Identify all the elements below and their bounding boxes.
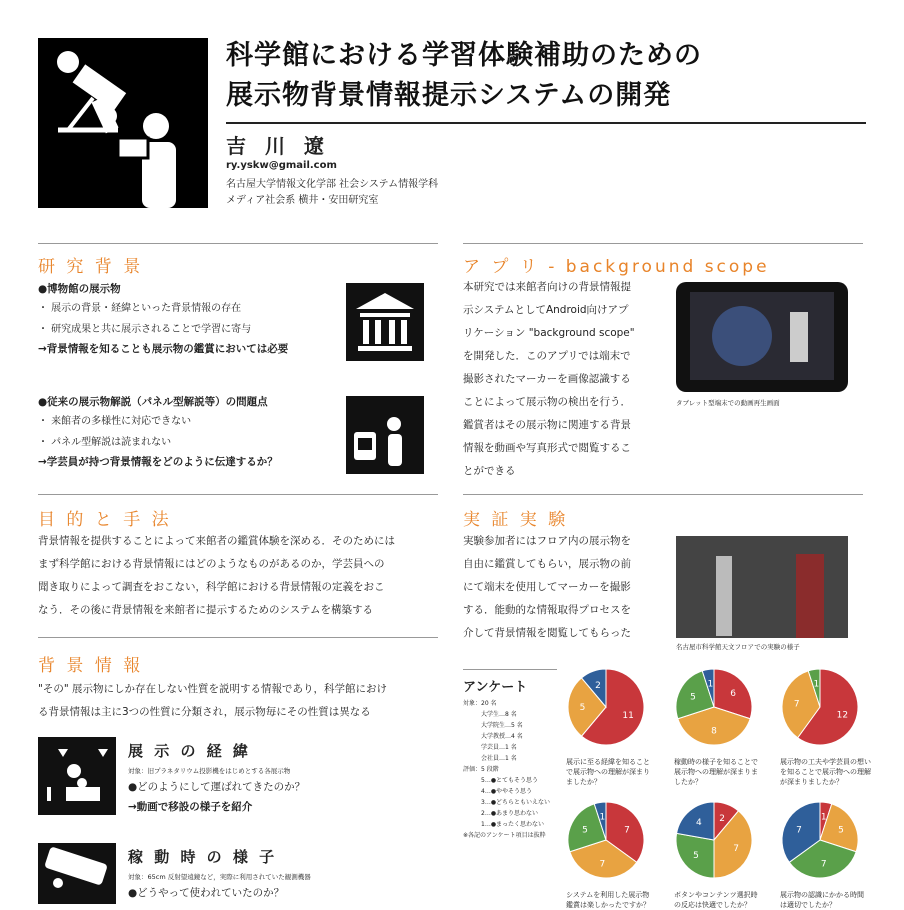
survey-line: 大学教授…4 名 bbox=[463, 733, 523, 740]
bullet-item: ・ 研究成果と共に展示されることで学習に寄与 bbox=[38, 324, 252, 335]
pie-value-label: 7 bbox=[733, 844, 740, 855]
pie-question bbox=[674, 757, 770, 787]
app-text bbox=[463, 276, 663, 483]
tablet-photo bbox=[676, 282, 848, 392]
card-title: 展 示 の 経 緯 bbox=[128, 742, 251, 760]
pie-question bbox=[780, 757, 876, 787]
bullet-item: ・ 展示の背景・経緯といった背景情報の存在 bbox=[38, 303, 242, 314]
card-question: ●どのようにして運ばれてきたのか？ bbox=[128, 781, 306, 793]
survey-line: 会社員…1 名 bbox=[463, 755, 517, 762]
app-line: 示システムとしてAndroid向けアプ bbox=[463, 304, 629, 316]
experiment-photo bbox=[676, 536, 848, 638]
pie-chart bbox=[674, 800, 770, 910]
bullet-heading: ●博物館の展示物 bbox=[38, 283, 121, 295]
section-title-experiment: 実 証 実 験 bbox=[463, 510, 569, 530]
app-line: リケーション "background scope" bbox=[463, 327, 635, 339]
section-divider bbox=[38, 494, 438, 495]
bullet-list bbox=[38, 411, 338, 453]
museum-icon bbox=[346, 283, 424, 361]
pie-chart bbox=[566, 667, 662, 787]
purpose-line: なう．その後に背景情報を来館者に提示するためのシステムを構築する bbox=[38, 604, 373, 616]
pie-question bbox=[566, 757, 662, 787]
pie-value-label: 8 bbox=[711, 726, 717, 737]
app-line: とができる bbox=[463, 465, 516, 477]
title-line-2: 展示物背景情報提示システムの開発 bbox=[226, 80, 672, 111]
purpose-text bbox=[38, 530, 448, 622]
bginfo-line: "その" 展示物にしか存在しない性質を説明する情報であり，科学館におけ bbox=[38, 683, 387, 695]
bullet-heading: ●従来の展示物解説（パネル型解説等）の問題点 bbox=[38, 396, 268, 408]
app-line: 撮影されたマーカーを画像認識する bbox=[463, 373, 631, 385]
pie-value-label: 1 bbox=[599, 812, 606, 823]
section-divider bbox=[38, 243, 438, 244]
video-frame bbox=[712, 306, 772, 366]
survey-divider bbox=[463, 669, 557, 670]
bullet-list bbox=[38, 298, 338, 340]
poster-title bbox=[226, 36, 866, 116]
survey-line: ※各記のアンケート項目は抜粋 bbox=[463, 832, 546, 839]
affiliation bbox=[226, 177, 438, 209]
experiment-line: 介して背景情報を閲覧してもらった bbox=[463, 627, 631, 639]
author-email: ry.yskw@gmail.com bbox=[226, 160, 337, 171]
card-exhibit-history bbox=[128, 740, 438, 814]
conclusion: →学芸員が持つ背景情報をどのように伝達するか？ bbox=[38, 456, 278, 468]
pie-svg bbox=[780, 800, 860, 880]
pie-svg bbox=[566, 667, 646, 747]
pie-chart bbox=[780, 800, 876, 910]
pie-value-label: 2 bbox=[595, 680, 601, 691]
pie-value-label: 2 bbox=[719, 813, 725, 824]
app-line: 鑑賞者はその展示物に関連する背景 bbox=[463, 419, 631, 431]
pie-value-label: 7 bbox=[599, 859, 606, 870]
purpose-line: 背景情報を提供することによって来館者の鑑賞体験を深める．そのためには bbox=[38, 535, 395, 547]
app-line: 情報を動画や写真形式で閲覧するこ bbox=[463, 442, 631, 454]
card-operation bbox=[128, 846, 438, 900]
pie-question bbox=[780, 890, 876, 910]
pie-value-label: 7 bbox=[820, 859, 827, 870]
card-question: ●どうやって使われていたのか？ bbox=[128, 887, 285, 899]
experiment-line: にて端末を使用してマーカーを撮影 bbox=[463, 581, 631, 593]
bginfo-text bbox=[38, 678, 448, 724]
card-target: 対象：旧プラネタリウム投影機をはじめとする各展示物 bbox=[128, 767, 291, 775]
pie-chart bbox=[566, 800, 662, 910]
pie-value-label: 1 bbox=[820, 812, 827, 823]
survey-line: 学芸員…1 名 bbox=[463, 744, 517, 751]
author-name: 吉 川 遼 bbox=[226, 134, 330, 158]
video-person bbox=[790, 312, 808, 362]
purpose-line: まず科学館における背景情報にはどのようなものがあるのか，学芸員への bbox=[38, 558, 385, 570]
pie-value-label: 11 bbox=[622, 711, 634, 722]
section-divider bbox=[463, 494, 863, 495]
title-line-1: 科学館における学習体験補助のための bbox=[226, 40, 702, 71]
background-block-2 bbox=[38, 394, 338, 469]
affiliation-line-1: 名古屋大学情報文化学部 社会システム情報学科 bbox=[226, 179, 439, 190]
pie-value-label: 7 bbox=[624, 825, 630, 836]
pie-question-line: は適切でしたか？ bbox=[780, 901, 836, 909]
telescope-icon bbox=[38, 843, 116, 904]
photo-visitor bbox=[796, 554, 824, 638]
conclusion: →背景情報を知ることも展示物の鑑賞においては必要 bbox=[38, 343, 289, 355]
pie-svg bbox=[674, 667, 754, 747]
experiment-line: 自由に鑑賞してもらい，展示物の前 bbox=[463, 558, 631, 570]
card-answer: →動画で移設の様子を紹介 bbox=[128, 801, 253, 813]
app-line: 本研究では来館者向けの背景情報提 bbox=[463, 281, 631, 293]
survey-line: 5…●とてもそう思う bbox=[463, 777, 539, 784]
pie-svg bbox=[780, 667, 860, 747]
pie-question-line: を知ることで展示物への理解 bbox=[780, 768, 871, 776]
section-title-app: ア プ リ - background scope bbox=[463, 257, 770, 277]
pie-value-label: 5 bbox=[838, 825, 844, 836]
bullet-item: ・ パネル型解説は読まれない bbox=[38, 437, 172, 448]
pie-value-label: 4 bbox=[695, 817, 702, 828]
panel-visitor-icon bbox=[346, 396, 424, 474]
pie-value-label: 12 bbox=[836, 710, 849, 721]
background-block-1 bbox=[38, 281, 338, 356]
pie-question-line: で展示物への理解が深まり bbox=[566, 768, 650, 776]
pie-value-label: 6 bbox=[730, 689, 736, 700]
pie-value-label: 7 bbox=[796, 825, 802, 836]
pie-value-label: 5 bbox=[693, 851, 699, 862]
purpose-line: 聞き取りによって調査をおこない，科学館における背景情報の定義をおこ bbox=[38, 581, 385, 593]
pie-question bbox=[674, 890, 770, 910]
pie-svg bbox=[674, 800, 754, 880]
pie-value-label: 1 bbox=[813, 679, 820, 690]
pie-value-label: 5 bbox=[690, 692, 696, 703]
experiment-line: 実験参加者にはフロア内の展示物を bbox=[463, 535, 631, 547]
section-divider bbox=[463, 243, 863, 244]
pie-value-label: 5 bbox=[579, 703, 586, 713]
survey-line: 1…●まったく思わない bbox=[463, 821, 545, 828]
survey-line: 大学院生…5 名 bbox=[463, 722, 523, 729]
pie-chart bbox=[780, 667, 876, 787]
section-divider bbox=[38, 637, 438, 638]
survey-title: アンケート bbox=[463, 680, 528, 695]
pie-value-label: 1 bbox=[707, 679, 714, 690]
photo-exhibit bbox=[716, 556, 732, 636]
app-line: を開発した．このアプリでは端末で bbox=[463, 350, 631, 362]
bginfo-line: る背景情報は主に3つの性質に分類され，展示物毎にその性質は異なる bbox=[38, 706, 371, 718]
survey-details bbox=[463, 698, 563, 841]
pie-svg bbox=[566, 800, 646, 880]
title-divider bbox=[226, 122, 866, 124]
pie-question-line: の反応は快適でしたか？ bbox=[674, 901, 751, 909]
section-title-bginfo: 背 景 情 報 bbox=[38, 656, 144, 676]
survey-line: 対象：20 名 bbox=[463, 700, 497, 707]
pie-question-line: システムを利用した展示物 bbox=[566, 891, 650, 899]
survey-line: 評価：5 段階 bbox=[463, 766, 499, 773]
survey-line: 大学生…8 名 bbox=[463, 711, 517, 718]
card-target: 対象：65cm 反射望遠鏡など，実際に利用されていた観測機器 bbox=[128, 873, 311, 881]
pie-question bbox=[566, 890, 662, 910]
pie-question-line: 展示に至る経緯を知ること bbox=[566, 758, 650, 766]
experiment-text bbox=[463, 530, 663, 645]
app-line: ことによって展示物の検出を行う． bbox=[463, 396, 631, 408]
pie-question-line: ましたか？ bbox=[566, 778, 601, 786]
pie-question-line: 展示物への理解が深まりま bbox=[674, 768, 758, 776]
pie-value-label: 5 bbox=[582, 825, 588, 836]
survey-line: 2…●あまり思わない bbox=[463, 810, 539, 817]
pie-question-line: が深まりましたか？ bbox=[780, 778, 843, 786]
experiment-caption: 名古屋市科学館天文フロアでの実験の様子 bbox=[676, 643, 800, 651]
pie-question-line: 展示物の認識にかかる時間 bbox=[780, 891, 864, 899]
section-title-background: 研 究 背 景 bbox=[38, 257, 144, 277]
pie-value-label: 7 bbox=[793, 699, 800, 710]
experiment-line: する．能動的な情報取得プロセスを bbox=[463, 604, 631, 616]
bullet-item: ・ 来館者の多様性に対応できない bbox=[38, 416, 192, 427]
pie-question-line: 鑑賞は楽しかったですか？ bbox=[566, 901, 650, 909]
survey-line: 3…●どちらともいえない bbox=[463, 799, 551, 806]
section-title-purpose: 目 的 と 手 法 bbox=[38, 510, 172, 530]
pie-question-line: 稼動時の様子を知ることで bbox=[674, 758, 758, 766]
pie-question-line: 展示物の工夫や学芸員の想い bbox=[780, 758, 871, 766]
card-title: 稼 動 時 の 様 子 bbox=[128, 848, 278, 866]
survey-line: 4…●ややそう思う bbox=[463, 788, 533, 795]
pie-question-line: ボタンやコンテンツ選択時 bbox=[674, 891, 758, 899]
pie-question-line: したか？ bbox=[674, 778, 702, 786]
affiliation-line-2: メディア社会系 横井・安田研究室 bbox=[226, 195, 379, 206]
pie-chart bbox=[674, 667, 770, 787]
tablet-screen bbox=[690, 292, 834, 380]
tablet-caption: タブレット型端末での動画再生画面 bbox=[676, 399, 780, 407]
telescope-person-logo bbox=[38, 38, 208, 208]
projector-icon bbox=[38, 737, 116, 815]
